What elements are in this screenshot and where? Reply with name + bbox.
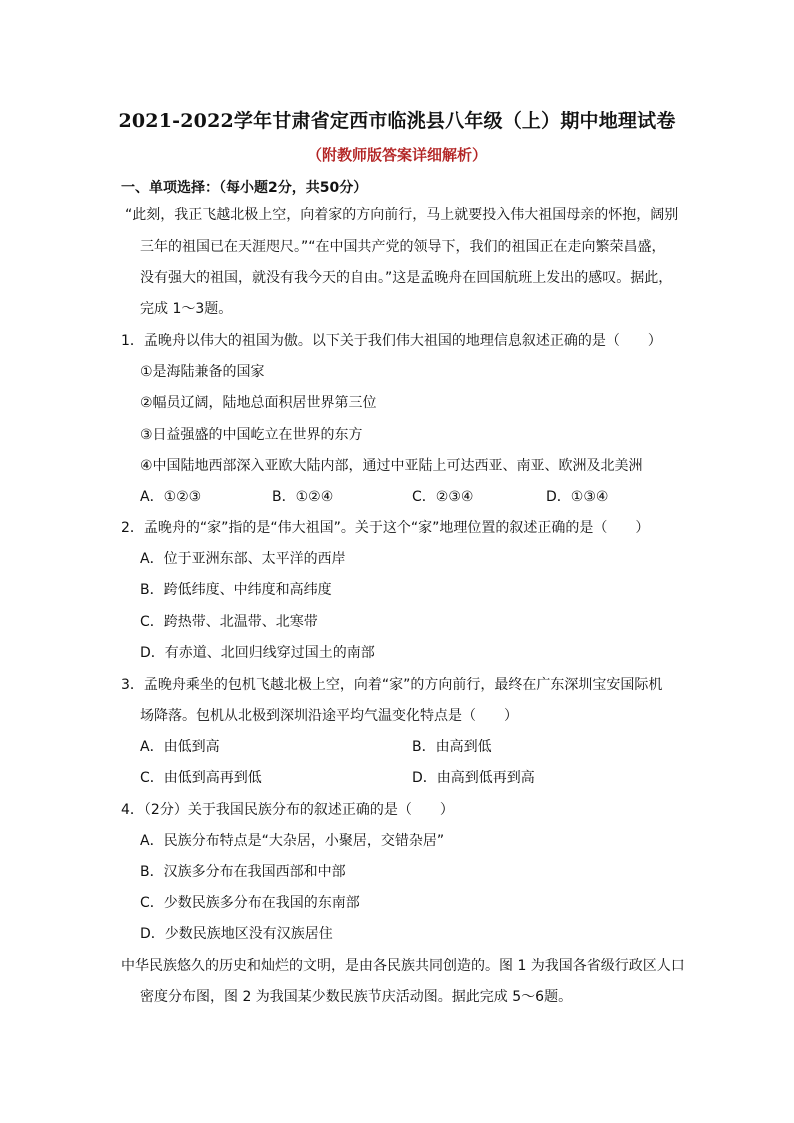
material-line: 三年的祖国已在天涯咫尺。”“在中国共产党的领导下，我们的祖国正在走向繁荣昌盛， [140, 239, 666, 255]
option-row [140, 487, 660, 507]
question-stem: 2．孟晚舟的“家”指的是“伟大祖国”。关于这个“家”地理位置的叙述正确的是（ ） [121, 520, 650, 536]
option-b[interactable]: B．跨低纬度、中纬度和高纬度 [140, 582, 332, 598]
material-line: “此刻，我正飞越北极上空，向着家的方向前行，马上就要投入伟大祖国母亲的怀抱，阔别 [125, 207, 679, 223]
option-a[interactable]: A．①②③ [140, 489, 202, 505]
page-subtitle: （附教师版答案详细解析） [306, 146, 487, 164]
material-line: 中华民族悠久的历史和灿烂的文明，是由各民族共同创造的。图 1 为我国各省级行政区人口 [121, 958, 685, 974]
option-d[interactable]: D．①③④ [546, 489, 609, 505]
option-row [140, 737, 660, 757]
option-c[interactable]: C．跨热带、北温带、北寒带 [140, 614, 318, 630]
statement-item: ④中国陆地西部深入亚欧大陆内部，通过中亚陆上可达西亚、南亚、欧洲及北美洲 [140, 458, 643, 474]
option-c[interactable]: C．②③④ [412, 489, 474, 505]
statement-item: ③日益强盛的中国屹立在世界的东方 [140, 427, 363, 443]
option-b[interactable]: B．汉族多分布在我国西部和中部 [140, 864, 346, 880]
option-a[interactable]: A．民族分布特点是“大杂居，小聚居，交错杂居” [140, 833, 445, 849]
option-c[interactable]: C．由低到高再到低 [140, 770, 262, 786]
question-stem: 4．（2分）关于我国民族分布的叙述正确的是（ ） [121, 802, 454, 818]
option-b[interactable]: B．由高到低 [412, 739, 492, 755]
statement-item: ②幅员辽阔，陆地总面积居世界第三位 [140, 395, 377, 411]
option-b[interactable]: B．①②④ [272, 489, 334, 505]
question-stem: 场降落。包机从北极到深圳沿途平均气温变化特点是（ ） [140, 708, 518, 724]
question-stem: 1．孟晚舟以伟大的祖国为傲。以下关于我们伟大祖国的地理信息叙述正确的是（ ） [121, 333, 662, 349]
section-heading: 一、单项选择：（每小题2分，共50分） [121, 180, 368, 196]
option-c[interactable]: C．少数民族多分布在我国的东南部 [140, 895, 360, 911]
page-title: 2021-2022学年甘肃省定西市临洮县八年级（上）期中地理试卷 [118, 110, 676, 132]
option-d[interactable]: D．少数民族地区没有汉族居住 [140, 926, 333, 942]
question-stem: 3．孟晚舟乘坐的包机飞越北极上空，向着“家”的方向前行，最终在广东深圳宝安国际机 [121, 677, 663, 693]
statement-item: ①是海陆兼备的国家 [140, 364, 265, 380]
option-d[interactable]: D．有赤道、北回归线穿过国土的南部 [140, 645, 375, 661]
material-line: 没有强大的祖国，就没有我今天的自由。”这是孟晚舟在回国航班上发出的感叹。据此， [140, 270, 673, 286]
option-row [140, 768, 660, 788]
material-line: 密度分布图，图 2 为我国某少数民族节庆活动图。据此完成 5～6题。 [140, 989, 573, 1005]
option-d[interactable]: D．由高到低再到高 [412, 770, 535, 786]
option-a[interactable]: A．位于亚洲东部、太平洋的西岸 [140, 551, 346, 567]
material-line: 完成 1～3题。 [140, 301, 233, 317]
option-a[interactable]: A．由低到高 [140, 739, 220, 755]
